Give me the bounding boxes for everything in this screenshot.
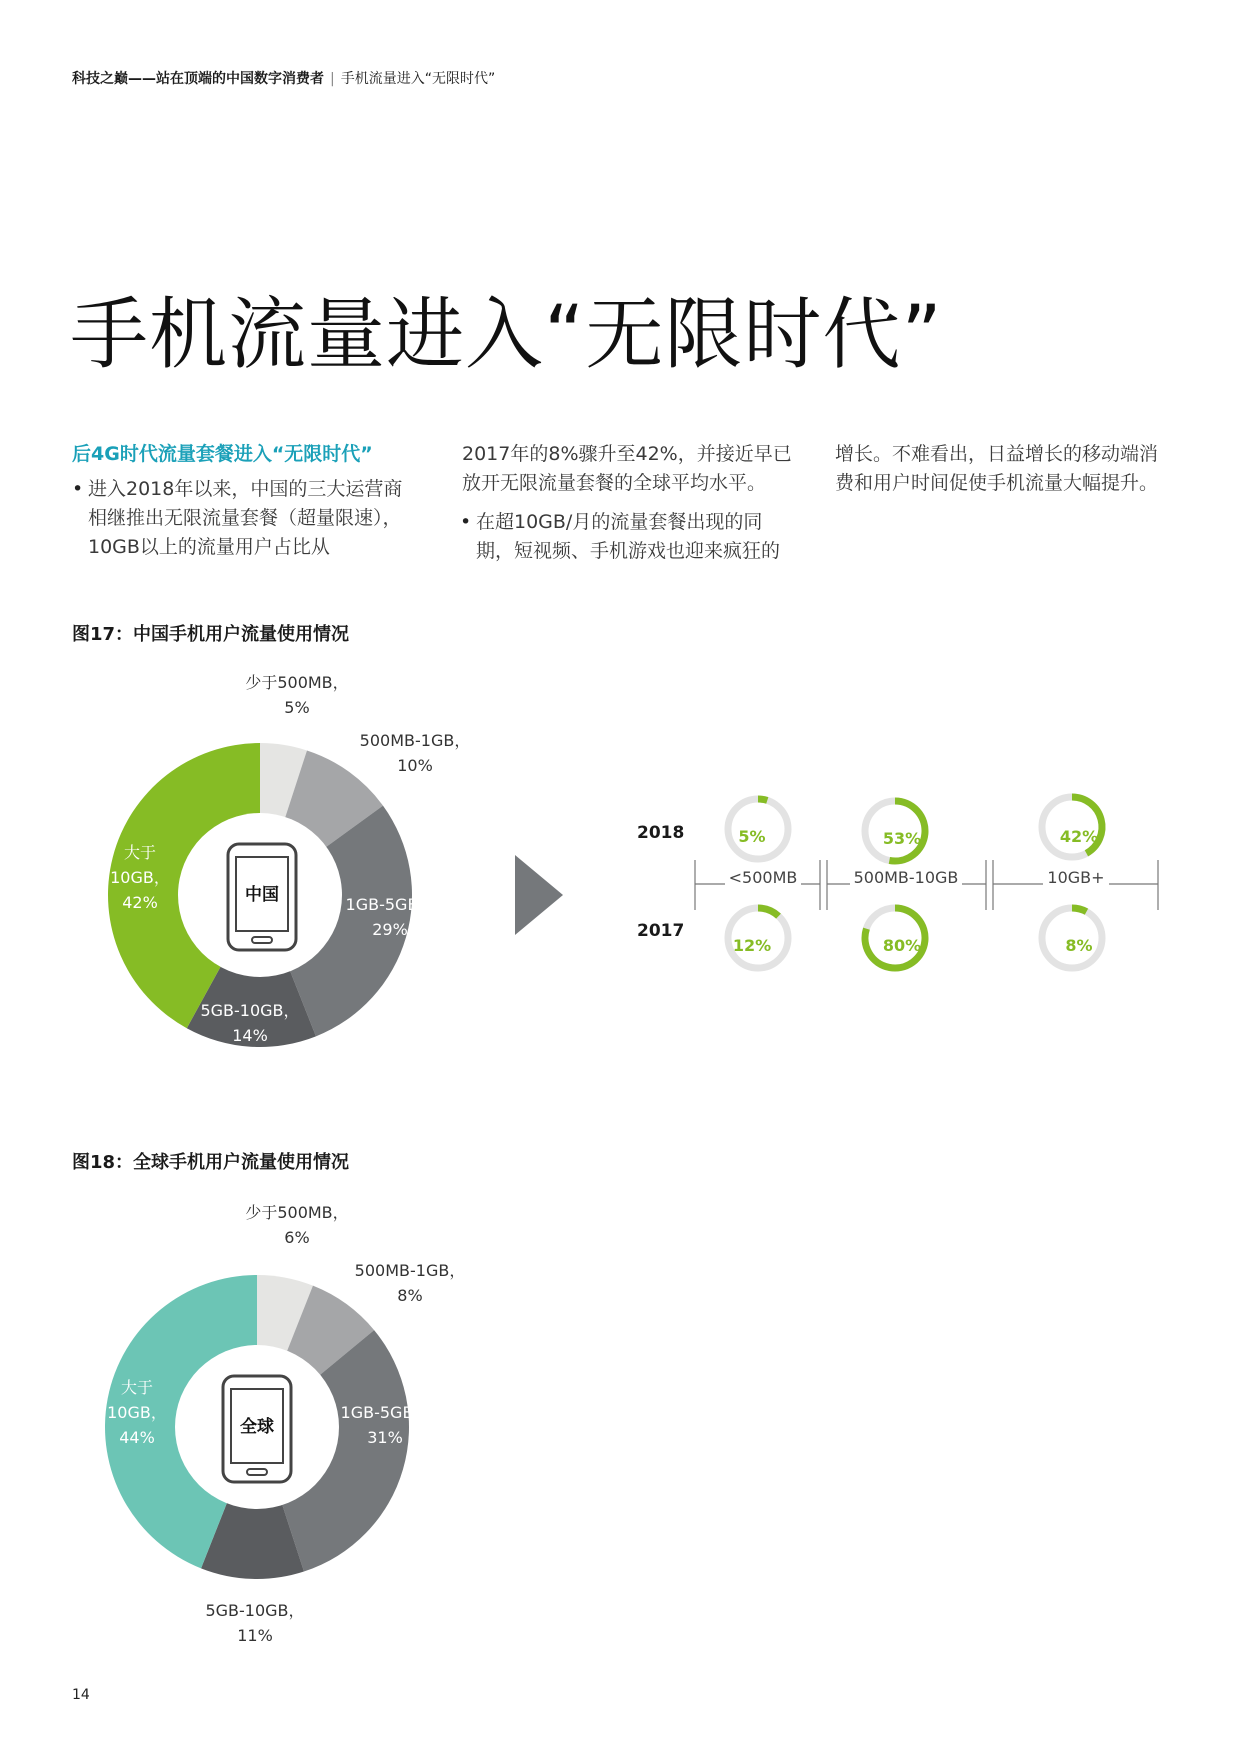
range-label-lt500: <500MB	[713, 868, 813, 887]
running-header: 科技之巅——站在顶端的中国数字消费者 | 手机流量进入“无限时代”	[72, 71, 496, 87]
arrow-right-icon	[515, 855, 565, 935]
figure18-center-label: 全球	[240, 1417, 274, 1437]
year-label-2018: 2018	[637, 823, 685, 843]
ring-value-2018-500mb-10gb: 53%	[882, 829, 922, 848]
label-gt10gb-18: 大于 10GB， 44%	[107, 1378, 167, 1447]
intro-column-3	[835, 440, 1165, 498]
ring-arc-2017-3	[1072, 908, 1086, 912]
ring-arc-2017-1	[758, 908, 779, 916]
label-5gb-10gb-17: 5GB-10GB， 14%	[200, 1001, 300, 1045]
ring-value-2018-10gb-plus: 42%	[1059, 827, 1099, 846]
label-5gb-10gb-18: 5GB-10GB， 11%	[205, 1601, 305, 1645]
comparison-rings	[690, 780, 1190, 1000]
intro-column-1	[72, 440, 412, 562]
ring-value-2017-lt500: 12%	[732, 936, 772, 955]
label-1gb-5gb-18: 1GB-5GB， 31%	[340, 1403, 430, 1447]
label-500mb-1gb-18: 500MB-1GB， 8%	[354, 1261, 466, 1305]
page-number: 14	[72, 1687, 90, 1703]
label-lt500-18: 少于500MB， 6%	[245, 1203, 349, 1247]
figure17-title: 图17：中国手机用户流量使用情况	[72, 624, 350, 645]
intro-continuation-2: 增长。不难看出，日益增长的移动端消费和用户时间促使手机流量大幅提升。	[835, 443, 1159, 494]
intro-continuation-1: 2017年的8%骤升至42%，并接近早已放开无限流量套餐的全球平均水平。	[462, 443, 792, 494]
report-title: 科技之巅——站在顶端的中国数字消费者	[72, 71, 324, 87]
page-title: 手机流量进入“无限时代”	[70, 290, 943, 380]
label-1gb-5gb-17: 1GB-5GB， 29%	[345, 895, 435, 939]
intro-heading: 后4G时代流量套餐进入“无限时代”	[72, 443, 373, 465]
label-500mb-1gb-17: 500MB-1GB， 10%	[359, 731, 471, 775]
year-label-2017: 2017	[637, 921, 685, 941]
ring-arc-2018-1	[758, 799, 767, 800]
label-gt10gb-17: 大于 10GB， 42%	[110, 843, 170, 912]
intro-bullet-2: • 在超10GB/月的流量套餐出现的同期，短视频、手机游戏也迎来疯狂的	[460, 508, 800, 566]
intro-bullet-1: • 进入2018年以来，中国的三大运营商相继推出无限流量套餐（超量限速），10GB以上的流量用户占比从	[72, 475, 412, 562]
figure18-title: 图18：全球手机用户流量使用情况	[72, 1152, 350, 1173]
ring-value-2017-10gb-plus: 8%	[1065, 936, 1093, 955]
ring-value-2018-lt500: 5%	[738, 827, 766, 846]
intro-column-2	[460, 440, 800, 566]
ring-value-2017-500mb-10gb: 80%	[882, 936, 922, 955]
range-label-10gb-plus: 10GB+	[1026, 868, 1126, 887]
label-lt500-17: 少于500MB， 5%	[245, 673, 349, 717]
figure17-center-label: 中国	[245, 885, 279, 905]
range-label-500mb-10gb: 500MB-10GB	[831, 868, 981, 887]
section-title: 手机流量进入“无限时代”	[340, 71, 496, 87]
